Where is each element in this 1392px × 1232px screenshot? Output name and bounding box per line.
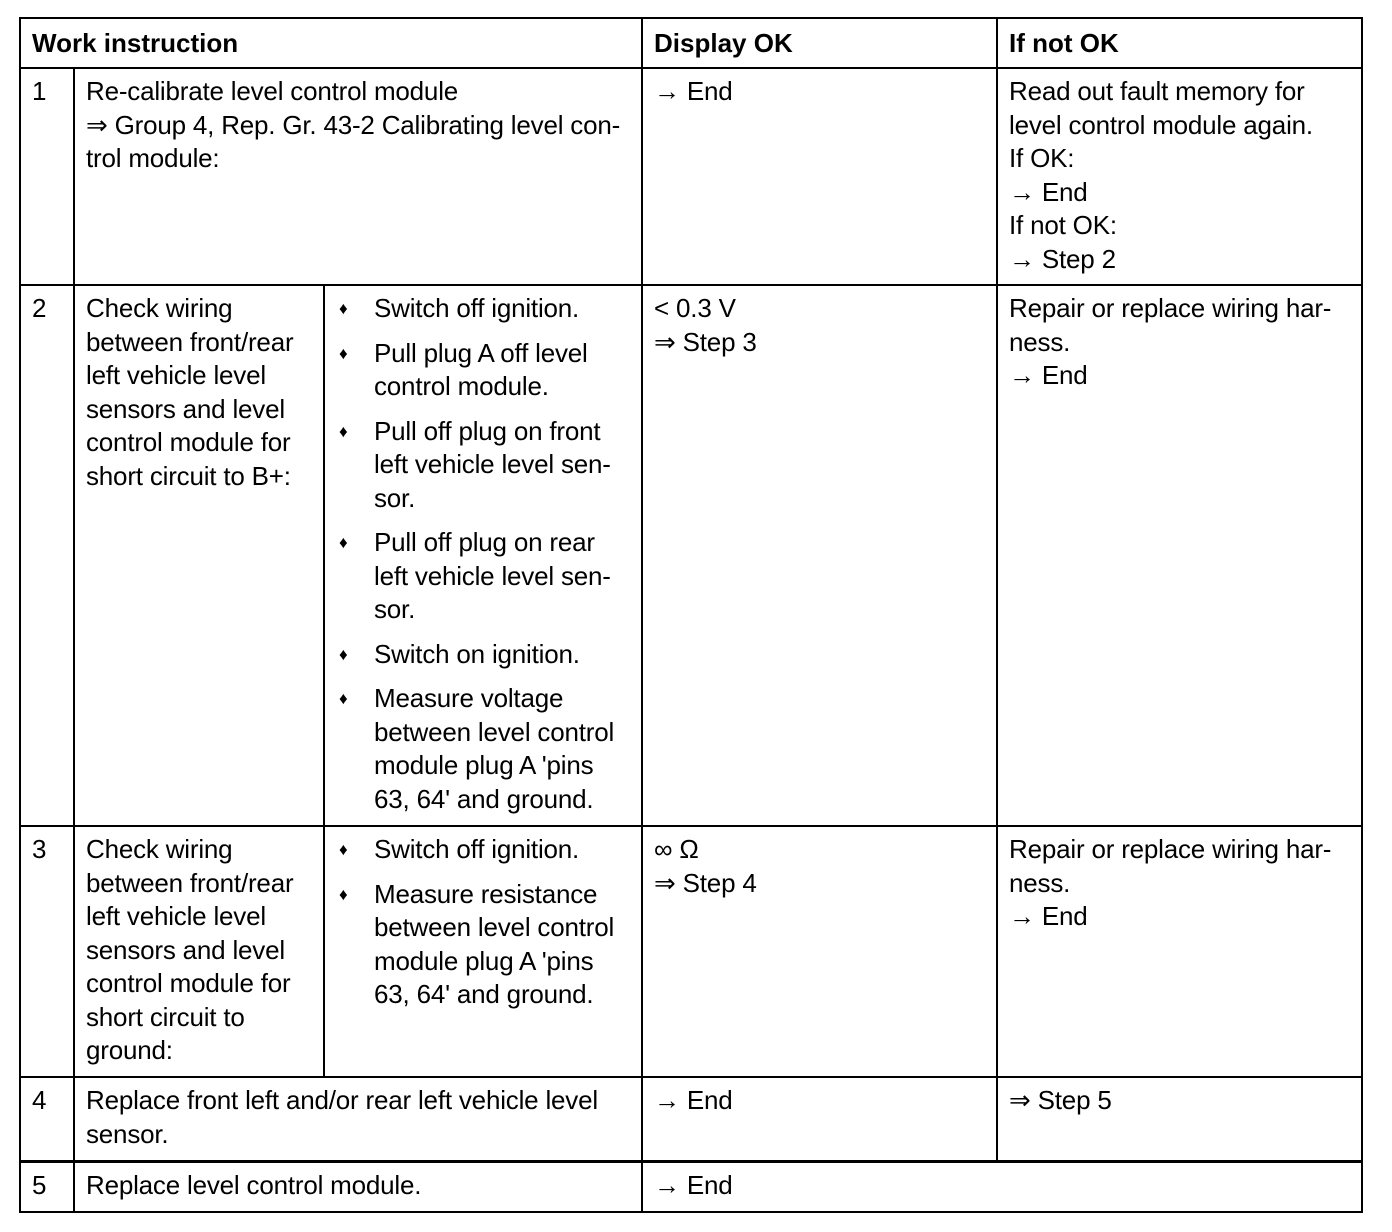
steps-list [337, 833, 631, 1012]
instruction-line: short circuit to [86, 1001, 245, 1032]
list-item [337, 337, 631, 404]
step-line: Pull plug A off level [374, 337, 588, 368]
table-row [20, 1077, 1362, 1162]
step-number: 4 [20, 1077, 74, 1162]
header-row [20, 18, 1362, 68]
diamond-bullet-icon: ♦ [339, 533, 348, 552]
header-display-ok: Display OK [642, 18, 997, 68]
if-not-ok-line: Read out fault memory for [1009, 76, 1305, 106]
diamond-bullet-icon: ♦ [339, 689, 348, 708]
diamond-bullet-icon: ♦ [339, 884, 348, 904]
instruction-line: left vehicle level [86, 901, 266, 931]
instruction-line: ⇒ Group 4, Rep. Gr. 43-2 Calibrating level con- [86, 109, 621, 140]
display-ok-cell [642, 285, 997, 826]
display-ok-cell [642, 826, 997, 1077]
list-item [337, 833, 631, 867]
diamond-bullet-icon: ♦ [339, 840, 348, 859]
if-not-ok-line: ⇒ Step 5 [1009, 1085, 1112, 1115]
display-ok-line: ⇒ Step 4 [654, 867, 757, 898]
display-ok-cell [642, 68, 997, 285]
if-not-ok-line: → End [1009, 176, 1088, 207]
if-not-ok-cell [997, 68, 1362, 285]
if-not-ok-cell [997, 285, 1362, 826]
header-if-not-ok: If not OK [997, 18, 1362, 68]
if-not-ok-cell [997, 826, 1362, 1077]
list-item [337, 292, 631, 326]
step-line: Switch off ignition. [374, 293, 580, 323]
steps-cell [324, 285, 642, 826]
step-line: left vehicle level sen- [374, 449, 611, 479]
step-line: Measure resistance [374, 878, 598, 909]
instruction-line: sensor. [86, 1118, 169, 1149]
if-not-ok-cell [997, 1077, 1362, 1162]
step-line: between level control [374, 716, 615, 747]
table-row [20, 1162, 1362, 1213]
list-item [337, 878, 631, 1012]
if-not-ok-line: ness. [1009, 867, 1071, 898]
if-not-ok-line: level control module again. [1009, 109, 1313, 140]
if-not-ok-line: → End [1009, 901, 1088, 931]
display-ok-line: → End [654, 1085, 733, 1115]
step-number: 5 [20, 1162, 74, 1213]
step-line: Pull off plug on rear [374, 527, 595, 557]
instruction-cell [74, 826, 324, 1077]
list-item [337, 526, 631, 627]
step-line: control module. [374, 371, 549, 401]
step-line: 63, 64' and ground. [374, 979, 594, 1009]
table-row [20, 285, 1362, 826]
step-number: 2 [20, 285, 74, 826]
instruction-line: control module for [86, 427, 291, 457]
instruction-line: between front/rear [86, 326, 294, 357]
display-ok-line: → End [654, 1170, 733, 1200]
if-not-ok-line: If OK: [1009, 143, 1075, 173]
instruction-cell [74, 1077, 642, 1162]
step-line: module plug A 'pins [374, 945, 594, 976]
if-not-ok-line: Repair or replace wiring har- [1009, 834, 1332, 864]
display-ok-line: ∞ Ω [654, 834, 699, 864]
diamond-bullet-icon: ♦ [339, 299, 348, 318]
display-ok-cell [642, 1162, 1362, 1213]
step-line: module plug A 'pins [374, 750, 594, 780]
if-not-ok-line: → Step 2 [1009, 243, 1116, 274]
diamond-bullet-icon: ♦ [339, 421, 348, 441]
instruction-line: control module for [86, 968, 291, 998]
instruction-line: ground: [86, 1035, 173, 1065]
list-item [337, 682, 631, 816]
step-line: Switch on ignition. [374, 638, 580, 669]
step-line: sor. [374, 594, 416, 624]
steps-cell [324, 826, 642, 1077]
step-line: sor. [374, 482, 416, 513]
if-not-ok-line: Repair or replace wiring har- [1009, 293, 1332, 323]
instruction-line: Check wiring [86, 293, 233, 323]
step-line: Measure voltage [374, 683, 564, 713]
instruction-line: between front/rear [86, 867, 294, 898]
display-ok-line: < 0.3 V [654, 293, 736, 323]
table-row [20, 68, 1362, 285]
instruction-line: sensors and level [86, 393, 285, 424]
step-number: 3 [20, 826, 74, 1077]
instruction-cell [74, 285, 324, 826]
instruction-line: trol module: [86, 143, 220, 173]
list-item [337, 638, 631, 672]
instruction-line: Replace level control module. [86, 1170, 422, 1200]
instruction-line: Re-calibrate level control module [86, 76, 459, 106]
instruction-line: Check wiring [86, 834, 233, 864]
display-ok-line: → End [654, 76, 733, 106]
instruction-line: sensors and level [86, 934, 285, 965]
if-not-ok-line: ness. [1009, 326, 1071, 357]
instruction-line: short circuit to B+: [86, 460, 291, 491]
step-line: 63, 64' and ground. [374, 783, 594, 814]
step-line: Pull off plug on front [374, 415, 601, 446]
display-ok-cell [642, 1077, 997, 1162]
list-item [337, 415, 631, 516]
if-not-ok-line: → End [1009, 360, 1088, 390]
step-line: between level control [374, 912, 615, 942]
diamond-bullet-icon: ♦ [339, 343, 348, 363]
diamond-bullet-icon: ♦ [339, 644, 348, 664]
table-row [20, 826, 1362, 1077]
step-number: 1 [20, 68, 74, 285]
instruction-line: Replace front left and/or rear left vehicle level [86, 1085, 598, 1115]
work-instruction-table [19, 17, 1363, 1213]
instruction-line: left vehicle level [86, 360, 266, 390]
steps-list [337, 292, 631, 816]
if-not-ok-line: If not OK: [1009, 210, 1117, 240]
step-line: Switch off ignition. [374, 834, 580, 864]
step-line: left vehicle level sen- [374, 560, 611, 591]
instruction-cell [74, 68, 642, 285]
display-ok-line: ⇒ Step 3 [654, 326, 757, 357]
header-work-instruction: Work instruction [20, 18, 642, 68]
instruction-cell [74, 1162, 642, 1213]
